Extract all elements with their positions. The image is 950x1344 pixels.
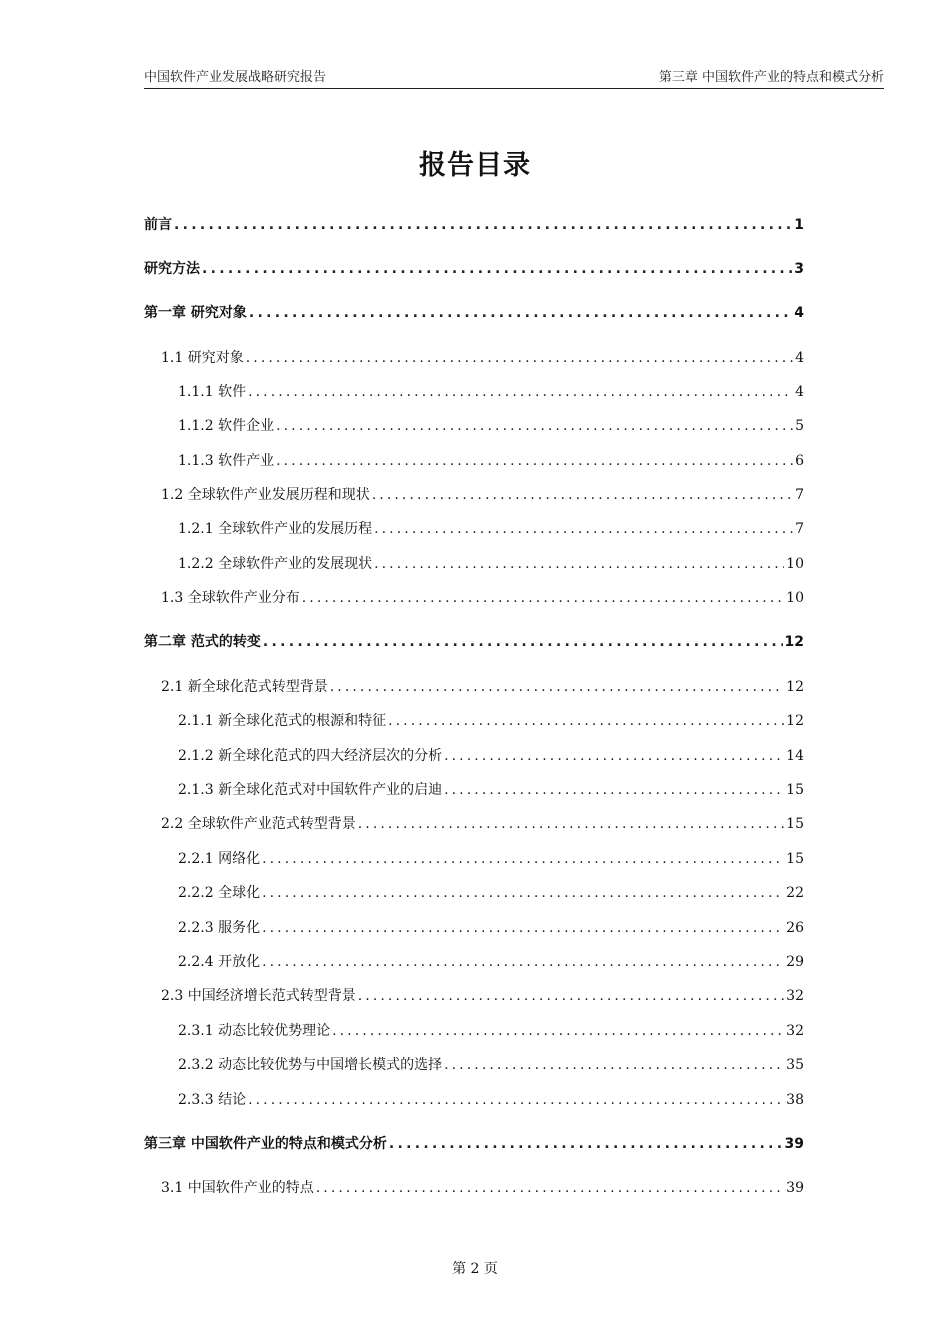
toc-dot-leader [302, 590, 784, 606]
toc-dot-leader [389, 1136, 783, 1152]
toc-entry-page-number: 10 [786, 590, 804, 606]
toc-entry-page-number: 7 [795, 487, 804, 503]
toc-entry-label: 2.2.2 全球化 [178, 885, 261, 901]
toc-entry[interactable] [144, 381, 804, 403]
toc-entry-label: 1.2 全球软件产业发展历程和现状 [161, 487, 370, 503]
toc-entry-label: 1.3 全球软件产业分布 [161, 590, 300, 606]
toc-entry-label: 2.1.2 新全球化范式的四大经济层次的分析 [178, 748, 443, 764]
page-title: 报告目录 [419, 150, 531, 181]
toc-dot-leader [332, 1023, 784, 1039]
toc-entry-label: 3.1 中国软件产业的特点 [161, 1180, 314, 1196]
toc-dot-leader [248, 1092, 784, 1108]
header-report-title: 中国软件产业发展战略研究报告 [144, 70, 327, 85]
toc-entry-page-number: 32 [786, 988, 804, 1004]
toc-entry[interactable] [144, 985, 804, 1007]
toc-entry[interactable] [144, 848, 804, 870]
toc-entry-page-number: 26 [786, 920, 804, 936]
toc-entry[interactable] [144, 450, 804, 472]
toc-entry-label: 研究方法 [144, 261, 200, 277]
toc-entry-page-number: 22 [786, 885, 804, 901]
toc-dot-leader [358, 816, 784, 832]
toc-entry-label: 2.3.3 结论 [178, 1092, 247, 1108]
toc-entry-page-number: 4 [795, 350, 804, 366]
toc-dot-leader [374, 521, 793, 537]
toc-dot-leader [330, 679, 784, 695]
running-header [144, 66, 884, 89]
toc-dot-leader [316, 1180, 784, 1196]
toc-entry[interactable] [144, 631, 804, 653]
toc-entry-page-number: 6 [795, 453, 804, 469]
toc-entry-page-number: 7 [795, 521, 804, 537]
toc-entry[interactable] [144, 347, 804, 369]
toc-entry[interactable] [144, 917, 804, 939]
toc-entry[interactable] [144, 302, 804, 324]
toc-entry[interactable] [144, 415, 804, 437]
toc-entry-page-number: 15 [786, 851, 804, 867]
toc-entry[interactable] [144, 779, 804, 801]
toc-entry-label: 第三章 中国软件产业的特点和模式分析 [144, 1136, 387, 1152]
toc-dot-leader [263, 634, 783, 650]
page-number: 第 2 页 [452, 1261, 498, 1277]
toc-entry-label: 1.1 研究对象 [161, 350, 244, 366]
toc-entry[interactable] [144, 1054, 804, 1076]
toc-entry[interactable] [144, 1177, 804, 1199]
toc-dot-leader [249, 305, 792, 321]
toc-dot-leader [276, 453, 793, 469]
toc-entry-page-number: 5 [795, 418, 804, 434]
toc-entry-page-number: 3 [794, 261, 804, 277]
toc-entry[interactable] [144, 1133, 804, 1155]
toc-entry-page-number: 35 [786, 1057, 804, 1073]
header-chapter-title: 第三章 中国软件产业的特点和模式分析 [658, 70, 884, 85]
toc-entry[interactable] [144, 214, 804, 236]
toc-entry[interactable] [144, 484, 804, 506]
toc-entry[interactable] [144, 258, 804, 280]
toc-entry[interactable] [144, 676, 804, 698]
toc-entry-label: 1.1.2 软件企业 [178, 418, 275, 434]
toc-dot-leader [444, 748, 784, 764]
toc-dot-leader [262, 920, 784, 936]
toc-entry[interactable] [144, 1089, 804, 1111]
toc-entry-label: 2.3.2 动态比较优势与中国增长模式的选择 [178, 1057, 443, 1073]
toc-entry-label: 1.1.1 软件 [178, 384, 247, 400]
toc-entry-label: 第二章 范式的转变 [144, 634, 261, 650]
toc-entry-page-number: 12 [784, 634, 804, 650]
toc-dot-leader [444, 1057, 784, 1073]
toc-entry-page-number: 38 [786, 1092, 804, 1108]
toc-dot-leader [248, 384, 793, 400]
toc-dot-leader [174, 217, 792, 233]
toc-dot-leader [372, 487, 793, 503]
toc-entry-label: 2.2.3 服务化 [178, 920, 261, 936]
toc-entry-label: 1.2.2 全球软件产业的发展现状 [178, 556, 373, 572]
toc-entry-page-number: 29 [786, 954, 804, 970]
toc-dot-leader [262, 851, 784, 867]
toc-entry-page-number: 15 [786, 816, 804, 832]
toc-entry[interactable] [144, 1020, 804, 1042]
toc-dot-leader [388, 713, 784, 729]
toc-entry-label: 第一章 研究对象 [144, 305, 247, 321]
toc-entry-label: 前言 [144, 217, 172, 233]
toc-entry-page-number: 32 [786, 1023, 804, 1039]
toc-entry-page-number: 1 [794, 217, 804, 233]
toc-entry-label: 1.1.3 软件产业 [178, 453, 275, 469]
toc-dot-leader [202, 261, 792, 277]
toc-entry-page-number: 15 [786, 782, 804, 798]
toc-entry[interactable] [144, 745, 804, 767]
toc-entry-label: 2.1 新全球化范式转型背景 [161, 679, 328, 695]
toc-entry-page-number: 4 [795, 384, 804, 400]
toc-dot-leader [262, 954, 784, 970]
toc-entry-page-number: 12 [786, 679, 804, 695]
toc-entry-page-number: 10 [786, 556, 804, 572]
toc-entry-page-number: 14 [786, 748, 804, 764]
toc-entry[interactable] [144, 951, 804, 973]
toc-entry[interactable] [144, 553, 804, 575]
toc-entry-label: 2.2.1 网络化 [178, 851, 261, 867]
toc-dot-leader [246, 350, 793, 366]
toc-entry-page-number: 4 [794, 305, 804, 321]
toc-dot-leader [358, 988, 784, 1004]
toc-entry-page-number: 39 [784, 1136, 804, 1152]
toc-entry[interactable] [144, 882, 804, 904]
toc-dot-leader [444, 782, 784, 798]
toc-entry-label: 2.2.4 开放化 [178, 954, 261, 970]
toc-entry-page-number: 39 [786, 1180, 804, 1196]
toc-entry[interactable] [144, 518, 804, 540]
toc-entry-label: 1.2.1 全球软件产业的发展历程 [178, 521, 373, 537]
toc-entry-page-number: 12 [786, 713, 804, 729]
toc-dot-leader [262, 885, 784, 901]
toc-entry[interactable] [144, 813, 804, 835]
toc-entry-label: 2.3 中国经济增长范式转型背景 [161, 988, 356, 1004]
toc-entry[interactable] [144, 710, 804, 732]
toc-entry-label: 2.1.3 新全球化范式对中国软件产业的启迪 [178, 782, 443, 798]
toc-entry-label: 2.2 全球软件产业范式转型背景 [161, 816, 356, 832]
toc-dot-leader [276, 418, 793, 434]
toc-entry-label: 2.1.1 新全球化范式的根源和特征 [178, 713, 387, 729]
toc-dot-leader [374, 556, 784, 572]
toc-entry-label: 2.3.1 动态比较优势理论 [178, 1023, 331, 1039]
toc-entry[interactable] [144, 587, 804, 609]
